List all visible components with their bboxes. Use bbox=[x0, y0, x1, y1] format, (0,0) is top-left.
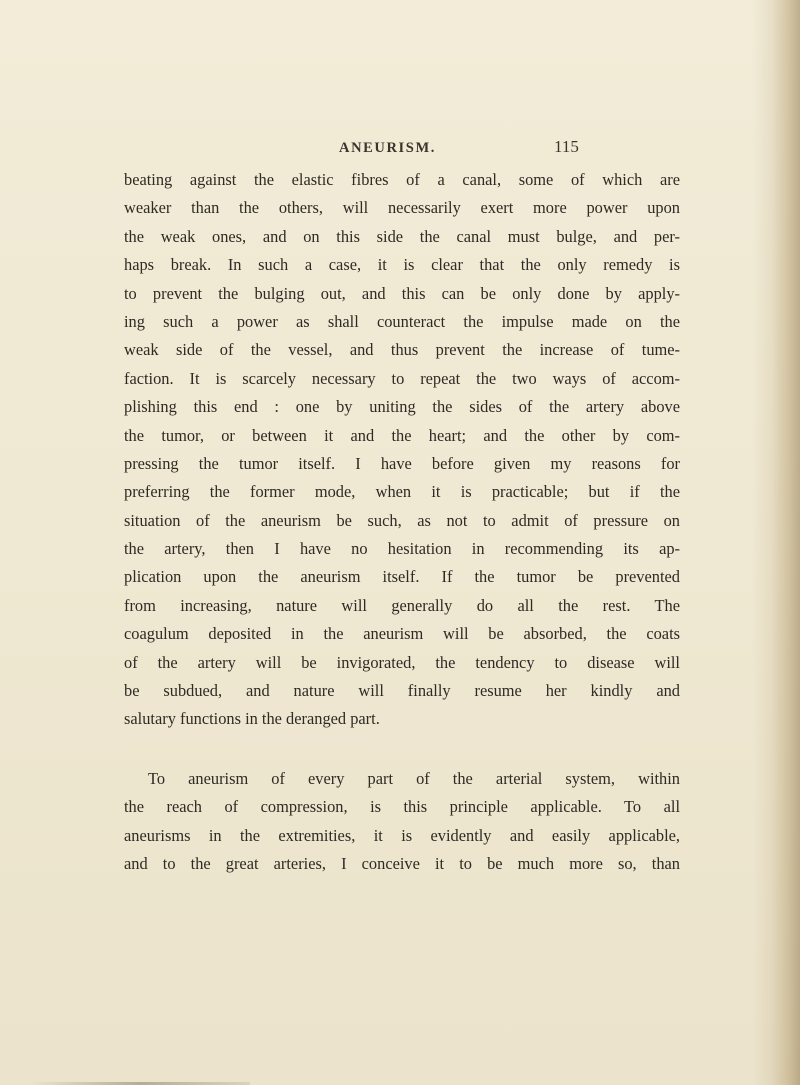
running-head: ANEURISM. bbox=[339, 140, 436, 156]
text-line: the tumor, or between it and the heart; and the other by com- bbox=[124, 425, 680, 445]
text-line: plishing this end : one by uniting the sides of the artery above bbox=[124, 397, 680, 417]
text-line: the weak ones, and on this side the canal must bulge, and per- bbox=[124, 226, 680, 246]
text-line: weak side of the vessel, and thus prevent the increase of tume- bbox=[124, 340, 680, 360]
text-line: preferring the former mode, when it is practicable; but if the bbox=[124, 482, 680, 502]
body-text bbox=[124, 166, 680, 878]
text-line: situation of the aneurism be such, as not to admit of pressure on bbox=[124, 510, 680, 530]
text-line: the reach of compression, is this principle applicable. To all bbox=[124, 797, 680, 817]
text-line: faction. It is scarcely necessary to repeat the two ways of accom- bbox=[124, 368, 680, 388]
text-line: to prevent the bulging out, and this can be only done by apply- bbox=[124, 283, 680, 303]
text-line: beating against the elastic fibres of a canal, some of which are bbox=[124, 170, 680, 189]
paragraph-1 bbox=[124, 166, 680, 734]
text-line: pressing the tumor itself. I have before given my reasons for bbox=[124, 453, 680, 473]
text-line: and to the great arteries, I conceive it to be much more so, than bbox=[124, 853, 680, 873]
text-line: be subdued, and nature will finally resume her kindly and bbox=[124, 681, 680, 701]
text-line: of the artery will be invigorated, the tendency to disease will bbox=[124, 652, 680, 672]
text-line: coagulum deposited in the aneurism will be absorbed, the coats bbox=[124, 624, 680, 644]
text-line: ing such a power as shall counteract the impulse made on the bbox=[124, 311, 680, 331]
text-line: plication upon the aneurism itself. If the tumor be prevented bbox=[124, 567, 680, 587]
text-line: salutary functions in the deranged part. bbox=[124, 709, 380, 729]
text-line: To aneurism of every part of the arterial system, within bbox=[148, 768, 680, 788]
page-edge-shadow bbox=[772, 0, 800, 1085]
text-line: aneurisms in the extremities, it is evidently and easily applicable, bbox=[124, 825, 680, 845]
page-number: 115 bbox=[554, 137, 579, 156]
paragraph-2 bbox=[124, 765, 680, 879]
text-line: the artery, then I have no hesitation in recommending its ap- bbox=[124, 539, 680, 559]
text-line: weaker than the others, will necessarily exert more power upon bbox=[124, 198, 680, 218]
text-line: haps break. In such a case, it is clear that the only remedy is bbox=[124, 255, 680, 275]
text-line: from increasing, nature will generally do all the rest. The bbox=[124, 595, 680, 615]
paragraph-gap bbox=[124, 734, 680, 765]
